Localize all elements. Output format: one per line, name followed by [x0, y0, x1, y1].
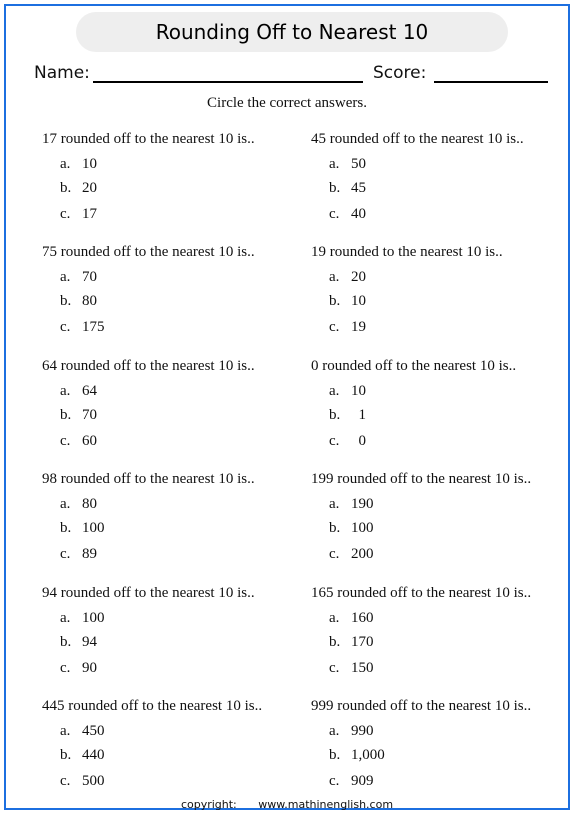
option-value: 990: [351, 723, 374, 739]
footer: [6, 798, 568, 811]
option-value: 170: [351, 634, 374, 650]
option-value: 20: [351, 269, 366, 285]
question-text: 94 rounded off to the nearest 10 is..: [42, 585, 255, 601]
question-item: [311, 584, 561, 676]
option-letter: a.: [329, 269, 340, 285]
question-text: 165 rounded off to the nearest 10 is..: [311, 585, 532, 601]
option-value: 175: [82, 319, 105, 335]
answer-option[interactable]: [60, 519, 105, 537]
answer-option[interactable]: [60, 722, 105, 740]
answer-option[interactable]: [60, 318, 105, 336]
option-letter: b.: [60, 407, 72, 423]
option-letter: b.: [329, 520, 341, 536]
answer-option[interactable]: [329, 633, 374, 651]
answer-option[interactable]: [60, 268, 97, 286]
option-letter: b.: [329, 747, 341, 763]
answer-option[interactable]: [329, 609, 374, 627]
option-letter: a.: [60, 269, 71, 285]
name-score-row: [34, 63, 548, 87]
option-letter: b.: [60, 520, 72, 536]
option-value: 20: [82, 180, 97, 196]
footer-url: www.mathinenglish.com: [258, 798, 394, 811]
question-text: 98 rounded off to the nearest 10 is..: [42, 471, 255, 487]
answer-option[interactable]: [329, 519, 374, 537]
option-letter: a.: [329, 496, 340, 512]
option-letter: a.: [60, 610, 71, 626]
option-letter: a.: [329, 383, 340, 399]
option-letter: c.: [60, 546, 71, 562]
answer-option[interactable]: [329, 746, 385, 764]
option-letter: b.: [329, 180, 341, 196]
option-letter: c.: [329, 319, 340, 335]
question-item: [311, 697, 561, 789]
option-value: 50: [351, 156, 366, 172]
option-letter: a.: [60, 383, 71, 399]
question-text: 64 rounded off to the nearest 10 is..: [42, 358, 255, 374]
option-value: 1,000: [351, 747, 385, 763]
option-value: 450: [82, 723, 105, 739]
option-letter: b.: [329, 634, 341, 650]
answer-option[interactable]: [329, 495, 374, 513]
option-value: 89: [82, 546, 97, 562]
option-value: 1: [351, 407, 366, 423]
option-value: 200: [351, 546, 374, 562]
question-item: [311, 243, 561, 335]
option-value: 70: [82, 269, 97, 285]
option-letter: b.: [60, 180, 72, 196]
option-value: 160: [351, 610, 374, 626]
option-letter: c.: [329, 546, 340, 562]
option-value: 0: [351, 433, 366, 449]
answer-option[interactable]: [60, 205, 97, 223]
answer-option[interactable]: [329, 545, 374, 563]
option-letter: c.: [329, 660, 340, 676]
option-value: 440: [82, 747, 105, 763]
option-value: 100: [82, 610, 105, 626]
worksheet-page: [4, 4, 570, 810]
answer-option[interactable]: [329, 268, 366, 286]
option-letter: c.: [60, 773, 71, 789]
answer-option[interactable]: [60, 609, 105, 627]
option-value: 19: [351, 319, 366, 335]
option-value: 90: [82, 660, 97, 676]
option-value: 100: [82, 520, 105, 536]
option-letter: c.: [60, 660, 71, 676]
option-value: 10: [82, 156, 97, 172]
option-value: 10: [351, 383, 366, 399]
answer-option[interactable]: [329, 432, 366, 450]
answer-option[interactable]: [329, 205, 366, 223]
answer-option[interactable]: [60, 545, 97, 563]
option-value: 100: [351, 520, 374, 536]
question-item: [311, 357, 561, 449]
question-item: [42, 130, 292, 222]
answer-option[interactable]: [329, 772, 374, 790]
option-letter: b.: [60, 634, 72, 650]
answer-option[interactable]: [329, 382, 366, 400]
option-letter: a.: [329, 723, 340, 739]
option-letter: b.: [329, 407, 341, 423]
option-letter: a.: [60, 723, 71, 739]
option-value: 80: [82, 293, 97, 309]
option-value: 909: [351, 773, 374, 789]
answer-option[interactable]: [60, 382, 97, 400]
option-letter: c.: [60, 206, 71, 222]
question-text: 445 rounded off to the nearest 10 is..: [42, 698, 263, 714]
question-item: [311, 470, 561, 562]
option-letter: c.: [329, 206, 340, 222]
answer-option[interactable]: [329, 155, 366, 173]
option-letter: c.: [60, 433, 71, 449]
name-blank-line: [93, 81, 363, 83]
option-letter: c.: [329, 773, 340, 789]
answer-option[interactable]: [60, 155, 97, 173]
question-item: [42, 584, 292, 676]
option-value: 64: [82, 383, 97, 399]
option-letter: a.: [60, 496, 71, 512]
question-text: 45 rounded off to the nearest 10 is..: [311, 131, 524, 147]
answer-option[interactable]: [60, 179, 97, 197]
option-value: 190: [351, 496, 374, 512]
answer-option[interactable]: [60, 406, 97, 424]
option-value: 60: [82, 433, 97, 449]
option-letter: a.: [329, 610, 340, 626]
question-item: [42, 357, 292, 449]
answer-option[interactable]: [329, 179, 366, 197]
answer-option[interactable]: [329, 406, 366, 424]
option-value: 45: [351, 180, 366, 196]
question-item: [42, 697, 292, 789]
answer-option[interactable]: [60, 432, 97, 450]
question-item: [42, 243, 292, 335]
question-item: [311, 130, 561, 222]
score-blank-line: [434, 81, 548, 83]
option-letter: c.: [329, 433, 340, 449]
option-value: 500: [82, 773, 105, 789]
name-label: Name:: [34, 63, 90, 83]
option-letter: b.: [329, 293, 341, 309]
answer-option[interactable]: [329, 722, 374, 740]
answer-option[interactable]: [329, 659, 374, 677]
question-text: 999 rounded off to the nearest 10 is..: [311, 698, 532, 714]
option-value: 80: [82, 496, 97, 512]
answer-option[interactable]: [60, 746, 105, 764]
option-letter: b.: [60, 293, 72, 309]
option-letter: b.: [60, 747, 72, 763]
answer-option[interactable]: [329, 318, 366, 336]
option-letter: a.: [329, 156, 340, 172]
question-item: [42, 470, 292, 562]
instruction-text: Circle the correct answers.: [207, 95, 367, 111]
option-letter: c.: [60, 319, 71, 335]
answer-option[interactable]: [60, 633, 97, 651]
page-title: Rounding Off to Nearest 10: [76, 12, 508, 52]
answer-option[interactable]: [60, 495, 97, 513]
question-text: 17 rounded off to the nearest 10 is..: [42, 131, 255, 147]
answer-option[interactable]: [60, 659, 97, 677]
answer-option[interactable]: [329, 292, 366, 310]
score-label: Score:: [373, 63, 427, 83]
option-value: 94: [82, 634, 97, 650]
option-value: 17: [82, 206, 97, 222]
option-value: 70: [82, 407, 97, 423]
option-letter: a.: [60, 156, 71, 172]
copyright-label: copyright:: [180, 798, 237, 811]
option-value: 150: [351, 660, 374, 676]
question-text: 19 rounded to the nearest 10 is..: [311, 244, 503, 260]
question-text: 0 rounded off to the nearest 10 is..: [311, 358, 517, 374]
question-text: 199 rounded off to the nearest 10 is..: [311, 471, 532, 487]
option-value: 40: [351, 206, 366, 222]
question-text: 75 rounded off to the nearest 10 is..: [42, 244, 255, 260]
option-value: 10: [351, 293, 366, 309]
answer-option[interactable]: [60, 292, 97, 310]
answer-option[interactable]: [60, 772, 105, 790]
